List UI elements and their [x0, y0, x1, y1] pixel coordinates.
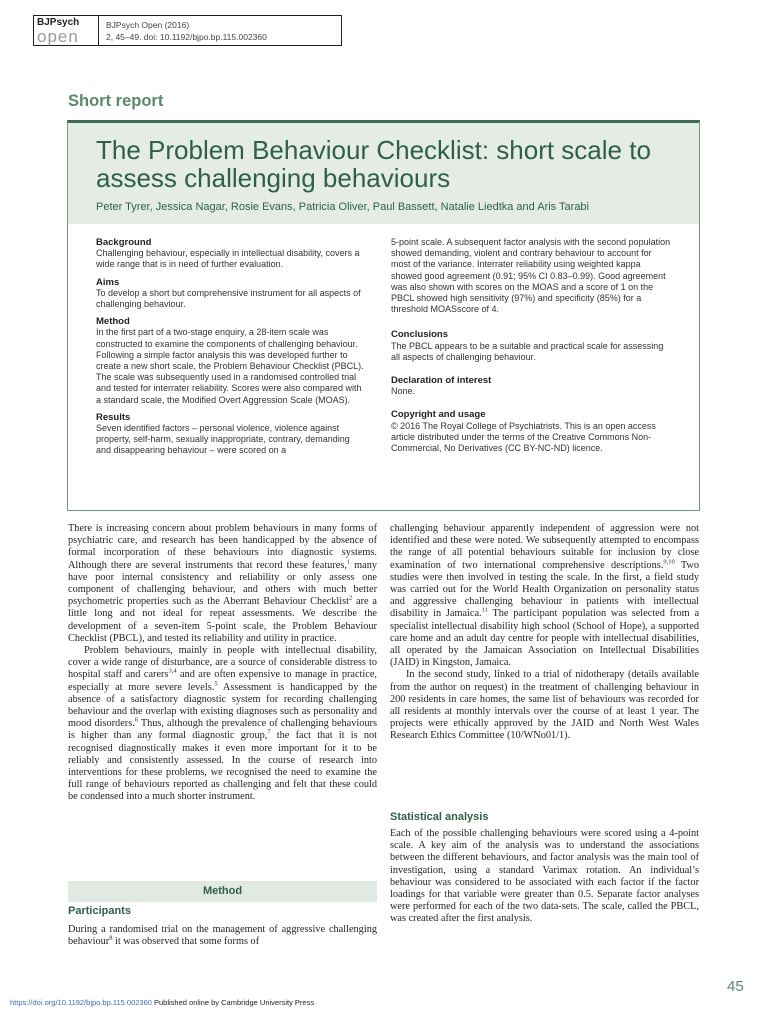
article-authors: Peter Tyrer, Jessica Nagar, Rosie Evans, Patricia Oliver, Paul Bassett, Natalie Liedtka and Aris Tarabi — [96, 201, 589, 213]
abstract-text: © 2016 The Royal College of Psychiatrists. This is an open access article distributed under the terms of the Creative Commons Non-Commercial, No Derivatives (CC BY-NC-ND) licence. — [391, 420, 656, 454]
method-section-heading: Method — [68, 881, 377, 902]
abstract-heading: Method — [96, 316, 130, 328]
section-label: Short report — [68, 92, 164, 110]
abstract-text: None. — [391, 386, 416, 397]
citation[interactable]: 9,10 — [663, 558, 675, 566]
citation[interactable]: 5 — [214, 680, 218, 688]
journal-citation — [99, 15, 342, 46]
body-left-column — [68, 523, 377, 804]
abstract-box — [67, 120, 700, 511]
logo-top-text: BJPsych — [37, 17, 80, 28]
participants-heading: Participants — [68, 905, 131, 917]
citation[interactable]: 11 — [481, 607, 488, 614]
body-right-column — [390, 523, 699, 743]
statistical-analysis-heading: Statistical analysis — [390, 811, 489, 823]
citation[interactable]: 2 — [349, 594, 353, 602]
abstract-heading: Copyright and usage — [391, 409, 486, 421]
citation[interactable]: 7 — [267, 729, 271, 737]
abstract-heading: Declaration of interest — [391, 375, 492, 387]
abstract-text: Challenging behaviour, especially in intellectual disability, covers a wide range that is in need of further evaluation. — [96, 248, 360, 270]
abstract-text: To develop a short but comprehensive instrument for all aspects of challenging behaviour. — [96, 287, 361, 310]
citation[interactable]: 3,4 — [168, 668, 177, 676]
abstract-text: The PBCL appears to be a suitable and practical scale for assessing all aspects of challenging behaviour. — [391, 340, 664, 362]
abstract-right-column — [391, 237, 671, 454]
abstract-text: In the first part of a two-stage enquiry, a 28-item scale was constructed to examine the components of challenging behaviour. Following a simple factor analysis this was developed further to create a new short scale, the Problem Behaviour Checklist (PBCL). The scale was subsequently used in a randomised controlled trial and tested for interrater reliability. Scores were also compared with a standard scale, the Modified Overt Aggression Scale (MOAS). — [96, 327, 364, 405]
abstract-heading: Conclusions — [391, 329, 449, 341]
journal-line-1: BJPsych Open (2016) — [106, 20, 190, 30]
footer — [10, 998, 314, 1007]
body-paragraph: challenging behaviour apparently independent of aggression were not identified and these were noted. We subsequently attempted to encompass the range of all potential behaviours suitable for inclusion by close examination of two international comprehensive descriptions.$^{9,10}$ Two studies were then involved in testing the scale. In the first, a field study was carried out for the World Health Organization on personality status and aggressive challenging behaviour in patients with intellectual disability in Jamaica.$^{11}$ The participant population was selected from a specialist intellectual disability high school (School of Hope), a supported care home and an adult day centre for people with intellectual disabilities, all operated by the Jamaican Association on Intellectual Disabilities (JAID) in Kingston, Jamaica. — [390, 523, 700, 669]
title-band — [68, 123, 699, 224]
abstract-heading: Results — [96, 411, 131, 423]
logo-bottom-text: open — [37, 27, 79, 46]
citation[interactable]: 8 — [109, 934, 113, 942]
published-note: Published online by Cambridge University Press — [151, 998, 315, 1007]
abstract-text: Seven identified factors – personal violence, violence against property, self-harm, sexually inappropriate, contrary, demanding and disappearing behaviour – were scored on a — [96, 423, 350, 456]
journal-logo — [33, 15, 99, 46]
page-number: 45 — [727, 978, 744, 995]
body-paragraph: Problem behaviours, mainly in people with intellectual disability, cover a wide range of disturbance, are a source of considerable distress to hospital staff and carers$^{3,4}$ and are often expensive to manage in practice, especially at more severe levels.$^5$ Assessment is handicapped by the absence of a satisfactory diagnostic system for recording challenging behaviour and the overlap with existing diagnoses such as personality and mood disorders.$^6$ Thus, although the prevalence of challenging behaviours is higher than any formal diagnostic group,$^7$ the fact that it is not recognised diagnostically makes it even more important for it to be reliably and consistently assessed. In the course of research into interventions for these problems, we recognised the need to examine the full range of behaviours reported as challenging and felt that these could be condensed into a much shorter instrument. — [68, 645, 377, 803]
citation[interactable]: 6 — [134, 716, 139, 724]
body-paragraph: There is increasing concern about problem behaviours in many forms of psychiatric care, and research has been handicapped by the absence of formal incorporation of these behaviours into diagnostic systems. Although there are several instruments that record these features,$^1$ many have poor internal consistency and reliability or only assess one component of challenging behaviour, and others with much better psychometric properties such as the Aberrant Behaviour Checklist$^2$ are a little long and not ideal for repeat assessments. We describe the development of a seven-item 5-point scale, the Problem Behaviour Checklist (PBCL), and tested its reliability and utility in practice. — [68, 523, 377, 644]
journal-line-2: 2, 45–49. doi: 10.1192/bjpo.bp.115.002360 — [106, 32, 267, 42]
doi-link[interactable]: https://doi.org/10.1192/bjpo.bp.115.002360 — [10, 998, 152, 1007]
citation[interactable]: 1 — [346, 558, 351, 566]
body-paragraph: Each of the possible challenging behaviours were scored using a 4-point scale. A key aim of the analysis was to understand the associations between the different behaviours, and factor analysis was the main tool of investigation, using a standard Varimax rotation. An individual’s behaviour was considered to be associated with each factor if the factor loadings for that variable were greater than 0.5. Separate factor analyses were performed for each of the two data-sets. The scale, called the PBCL, was created after the first analysis. — [390, 828, 699, 925]
abstract-heading: Aims — [96, 276, 120, 288]
body-paragraph: In the second study, linked to a trial of nidotherapy (details available from the author on request) in the treatment of challenging behaviour in 200 residents in care homes, the same list of behaviours was recorded for all residents at monthly intervals over the course of at least 1 year. The projects were ethically approved by the JAID and North West Wales Research Ethics Committee (10/WNo01/1). — [390, 669, 699, 742]
body-paragraph: During a randomised trial on the management of aggressive challenging behaviour$^8$ it was observed that some forms of — [68, 924, 377, 948]
abstract-heading: Background — [96, 237, 152, 248]
abstract-text: 5-point scale. A subsequent factor analysis with the second population showed demanding, violent and contrary behaviour to account for most of the variance. Interrater reliability using weighted kappa showed good agreement (0.91; 95% CI 0.83–0.99). Good agreement was also shown with scores on the MOAS and a score of 1 on the PBCL showed high sensitivity (97%) and specificity (85%) for a threshold MOASscore of 4. — [391, 237, 671, 315]
article-title: The Problem Behaviour Checklist: short scale to assess challenging behaviours — [96, 135, 651, 193]
abstract-left-column — [96, 237, 366, 457]
